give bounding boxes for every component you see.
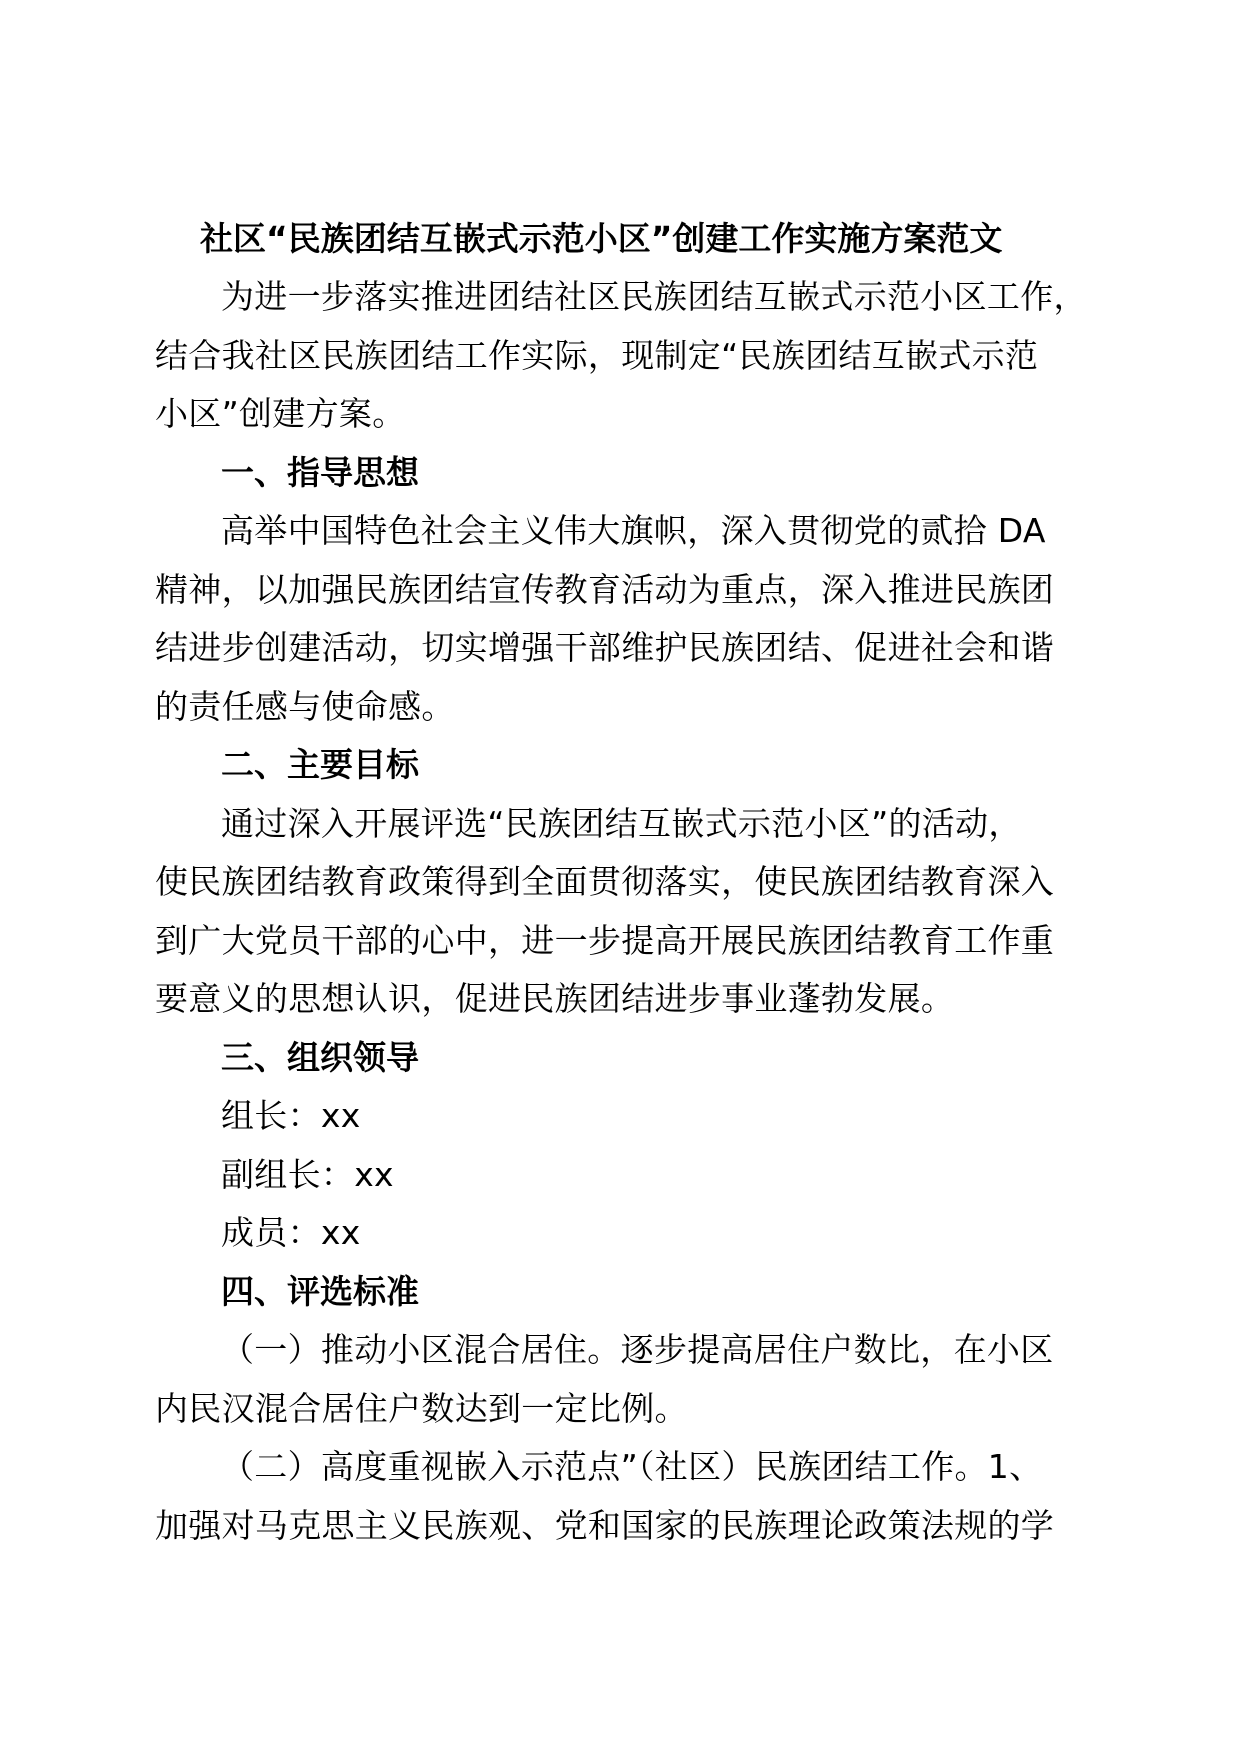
members-item: 成员：xx xyxy=(221,1213,361,1252)
paragraph-line: 到广大党员干部的心中，进一步提高开展民族团结教育工作重 xyxy=(155,920,1055,960)
section-heading-guiding-ideology: 一、指导思想 xyxy=(221,452,419,492)
criteria-paragraph-1 xyxy=(155,1321,1085,1438)
section-heading-organization: 三、组织领导 xyxy=(221,1037,419,1077)
intro-paragraph xyxy=(155,268,1085,444)
paragraph-line: 的责任感与使命感。 xyxy=(155,686,455,726)
paragraph-line: 精神，以加强民族团结宣传教育活动为重点，深入推进民族团 xyxy=(155,569,1055,609)
section-heading-criteria: 四、评选标准 xyxy=(221,1271,419,1311)
main-goals-paragraph xyxy=(155,795,1085,1029)
intro-line: 小区”创建方案。 xyxy=(155,394,406,433)
criteria-paragraph-2 xyxy=(155,1438,1085,1555)
section-heading-main-goals: 二、主要目标 xyxy=(221,745,419,784)
guiding-ideology-paragraph xyxy=(155,502,1085,736)
intro-line: 为进一步落实推进团结社区民族团结互嵌式示范小区工作， xyxy=(221,277,1087,316)
paragraph-line: 结进步创建活动，切实增强干部维护民族团结、促进社会和谐 xyxy=(155,628,1055,667)
paragraph-line: 加强对马克思主义民族观、党和国家的民族理论政策法规的学 xyxy=(155,1505,1055,1545)
paragraph-line: 要意义的思想认识，促进民族团结进步事业蓬勃发展。 xyxy=(155,979,955,1018)
paragraph-line: （一）推动小区混合居住。逐步提高居住户数比，在小区 xyxy=(221,1330,1054,1369)
deputy-leader-item: 副组长：xx xyxy=(221,1154,394,1194)
paragraph-line: （二）高度重视嵌入示范点”（社区）民族团结工作。1、 xyxy=(221,1447,1043,1486)
document-page xyxy=(155,210,1085,1555)
intro-line: 结合我社区民族团结工作实际，现制定“民族团结互嵌式示范 xyxy=(155,335,1039,375)
paragraph-line: 使民族团结教育政策得到全面贯彻落实，使民族团结教育深入 xyxy=(155,862,1055,901)
paragraph-line: 通过深入开展评选“民族团结互嵌式示范小区”的活动， xyxy=(221,803,1022,843)
paragraph-line: 高举中国特色社会主义伟大旗帜，深入贯彻党的贰拾 DA xyxy=(221,511,1046,550)
leader-item: 组长：xx xyxy=(221,1096,361,1135)
document-title: 社区“民族团结互嵌式示范小区”创建工作实施方案范文 xyxy=(200,219,1003,258)
paragraph-line: 内民汉混合居住户数达到一定比例。 xyxy=(155,1388,688,1428)
